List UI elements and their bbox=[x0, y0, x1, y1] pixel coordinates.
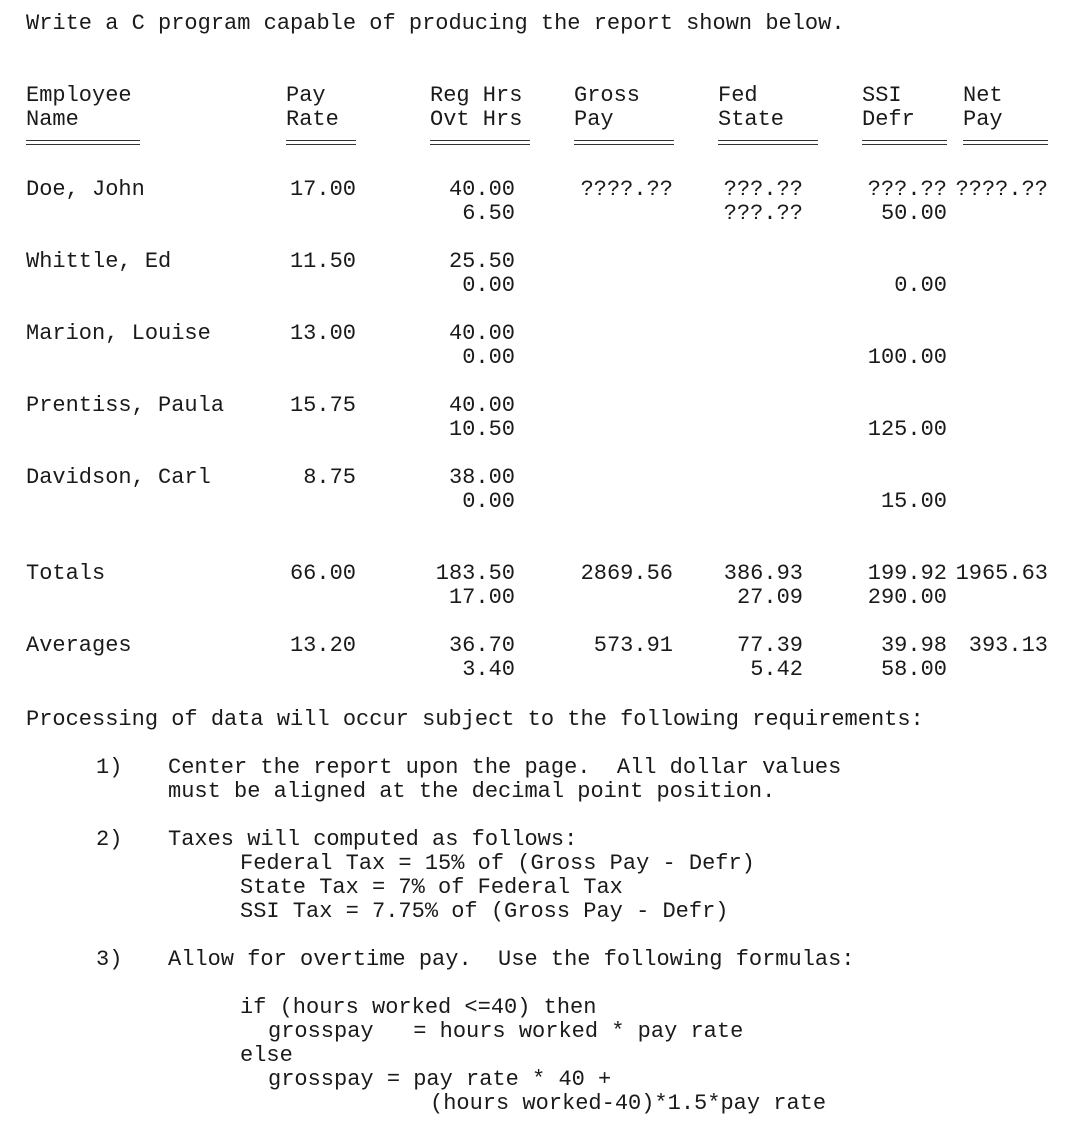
req2-ssi-tax: SSI Tax = 7.75% of (Gross Pay - Defr) bbox=[240, 899, 729, 924]
header-net-pay-line2: Pay bbox=[963, 107, 1003, 132]
row-4-reg-hrs: 40.00 bbox=[448, 393, 515, 418]
rule-ssi-defr bbox=[862, 140, 947, 145]
row-1-pay-rate: 17.00 bbox=[289, 177, 356, 202]
req1-line2: must be aligned at the decimal point position. bbox=[168, 779, 776, 804]
row-5-defr: 15.00 bbox=[880, 489, 947, 514]
row-3-ovt-hrs: 0.00 bbox=[462, 345, 515, 370]
header-ssi-defr-line2: Defr bbox=[862, 107, 915, 132]
row-3-defr: 100.00 bbox=[867, 345, 947, 370]
averages-pay-rate: 13.20 bbox=[289, 633, 356, 658]
row-2-reg-hrs: 25.50 bbox=[448, 249, 515, 274]
header-hours-line1: Reg Hrs bbox=[430, 83, 523, 108]
code-line-2: grosspay = hours worked * pay rate bbox=[268, 1019, 744, 1044]
header-gross-pay bbox=[574, 84, 640, 132]
averages-ovt-hrs: 3.40 bbox=[462, 657, 515, 682]
row-1-net-pay: ????.?? bbox=[955, 177, 1048, 202]
rule-gross-pay bbox=[574, 140, 674, 145]
header-pay-rate-line1: Pay bbox=[286, 83, 326, 108]
code-line-1: if (hours worked <=40) then bbox=[240, 995, 597, 1020]
requirements-intro: Processing of data will occur subject to the following requirements: bbox=[26, 707, 924, 732]
row-1-fed-tax: ???.?? bbox=[723, 177, 803, 202]
code-line-3: else bbox=[240, 1043, 293, 1068]
row-2-pay-rate: 11.50 bbox=[289, 249, 356, 274]
row-5-ovt-hrs: 0.00 bbox=[462, 489, 515, 514]
row-4-name: Prentiss, Paula bbox=[26, 393, 225, 418]
rule-fed-state bbox=[718, 140, 818, 145]
averages-fed-tax: 77.39 bbox=[736, 633, 803, 658]
req2-number: 2) bbox=[96, 827, 123, 852]
header-hours bbox=[430, 84, 522, 132]
intro-text: Write a C program capable of producing the report shown below. bbox=[26, 11, 845, 36]
rule-pay-rate bbox=[286, 140, 356, 145]
req2-federal-tax: Federal Tax = 15% of (Gross Pay - Defr) bbox=[240, 851, 755, 876]
totals-defr: 290.00 bbox=[867, 585, 947, 610]
row-2-defr: 0.00 bbox=[894, 273, 947, 298]
totals-net-pay: 1965.63 bbox=[955, 561, 1048, 586]
row-5-pay-rate: 8.75 bbox=[303, 465, 356, 490]
row-5-reg-hrs: 38.00 bbox=[448, 465, 515, 490]
header-gross-pay-line1: Gross bbox=[574, 83, 641, 108]
row-1-defr: 50.00 bbox=[880, 201, 947, 226]
req2-state-tax: State Tax = 7% of Federal Tax bbox=[240, 875, 623, 900]
averages-reg-hrs: 36.70 bbox=[448, 633, 515, 658]
code-line-5: (hours worked-40)*1.5*pay rate bbox=[430, 1091, 827, 1116]
averages-net-pay: 393.13 bbox=[968, 633, 1048, 658]
averages-defr: 58.00 bbox=[880, 657, 947, 682]
averages-state-tax: 5.42 bbox=[750, 657, 803, 682]
header-fed-state-line1: Fed bbox=[718, 83, 758, 108]
averages-gross-pay: 573.91 bbox=[593, 633, 673, 658]
rule-hours bbox=[430, 140, 530, 145]
header-fed-state-line2: State bbox=[718, 107, 785, 132]
header-hours-line2: Ovt Hrs bbox=[430, 107, 523, 132]
totals-reg-hrs: 183.50 bbox=[435, 561, 515, 586]
header-pay-rate bbox=[286, 84, 339, 132]
totals-ssi-tax: 199.92 bbox=[867, 561, 947, 586]
averages-ssi-tax: 39.98 bbox=[880, 633, 947, 658]
header-ssi-defr-line1: SSI bbox=[862, 83, 902, 108]
header-pay-rate-line2: Rate bbox=[286, 107, 339, 132]
header-gross-pay-line2: Pay bbox=[574, 107, 614, 132]
row-1-ovt-hrs: 6.50 bbox=[462, 201, 515, 226]
row-1-ssi-tax: ???.?? bbox=[867, 177, 947, 202]
req2-line1: Taxes will computed as follows: bbox=[168, 827, 578, 852]
header-fed-state bbox=[718, 84, 784, 132]
req1-line1: Center the report upon the page. All dollar values bbox=[168, 755, 842, 780]
row-3-pay-rate: 13.00 bbox=[289, 321, 356, 346]
totals-state-tax: 27.09 bbox=[736, 585, 803, 610]
totals-pay-rate: 66.00 bbox=[289, 561, 356, 586]
header-employee-line1: Employee bbox=[26, 83, 132, 108]
totals-gross-pay: 2869.56 bbox=[580, 561, 673, 586]
header-employee-line2: Name bbox=[26, 107, 79, 132]
row-1-name: Doe, John bbox=[26, 177, 145, 202]
req1-number: 1) bbox=[96, 755, 123, 780]
row-1-reg-hrs: 40.00 bbox=[448, 177, 515, 202]
req3-number: 3) bbox=[96, 947, 123, 972]
row-1-gross-pay: ????.?? bbox=[580, 177, 673, 202]
row-1-state-tax: ???.?? bbox=[723, 201, 803, 226]
totals-fed-tax: 386.93 bbox=[723, 561, 803, 586]
rule-employee bbox=[26, 140, 140, 145]
header-net-pay bbox=[963, 84, 1003, 132]
totals-name: Totals bbox=[26, 561, 106, 586]
header-net-pay-line1: Net bbox=[963, 83, 1003, 108]
row-4-defr: 125.00 bbox=[867, 417, 947, 442]
header-employee bbox=[26, 84, 132, 132]
row-2-ovt-hrs: 0.00 bbox=[462, 273, 515, 298]
totals-ovt-hrs: 17.00 bbox=[448, 585, 515, 610]
row-3-name: Marion, Louise bbox=[26, 321, 211, 346]
row-5-name: Davidson, Carl bbox=[26, 465, 211, 490]
row-4-ovt-hrs: 10.50 bbox=[448, 417, 515, 442]
req3-line1: Allow for overtime pay. Use the following formulas: bbox=[168, 947, 855, 972]
row-2-name: Whittle, Ed bbox=[26, 249, 172, 274]
code-line-4: grosspay = pay rate * 40 + bbox=[268, 1067, 612, 1092]
rule-net-pay bbox=[963, 140, 1048, 145]
row-3-reg-hrs: 40.00 bbox=[448, 321, 515, 346]
row-4-pay-rate: 15.75 bbox=[289, 393, 356, 418]
header-ssi-defr bbox=[862, 84, 915, 132]
averages-name: Averages bbox=[26, 633, 132, 658]
